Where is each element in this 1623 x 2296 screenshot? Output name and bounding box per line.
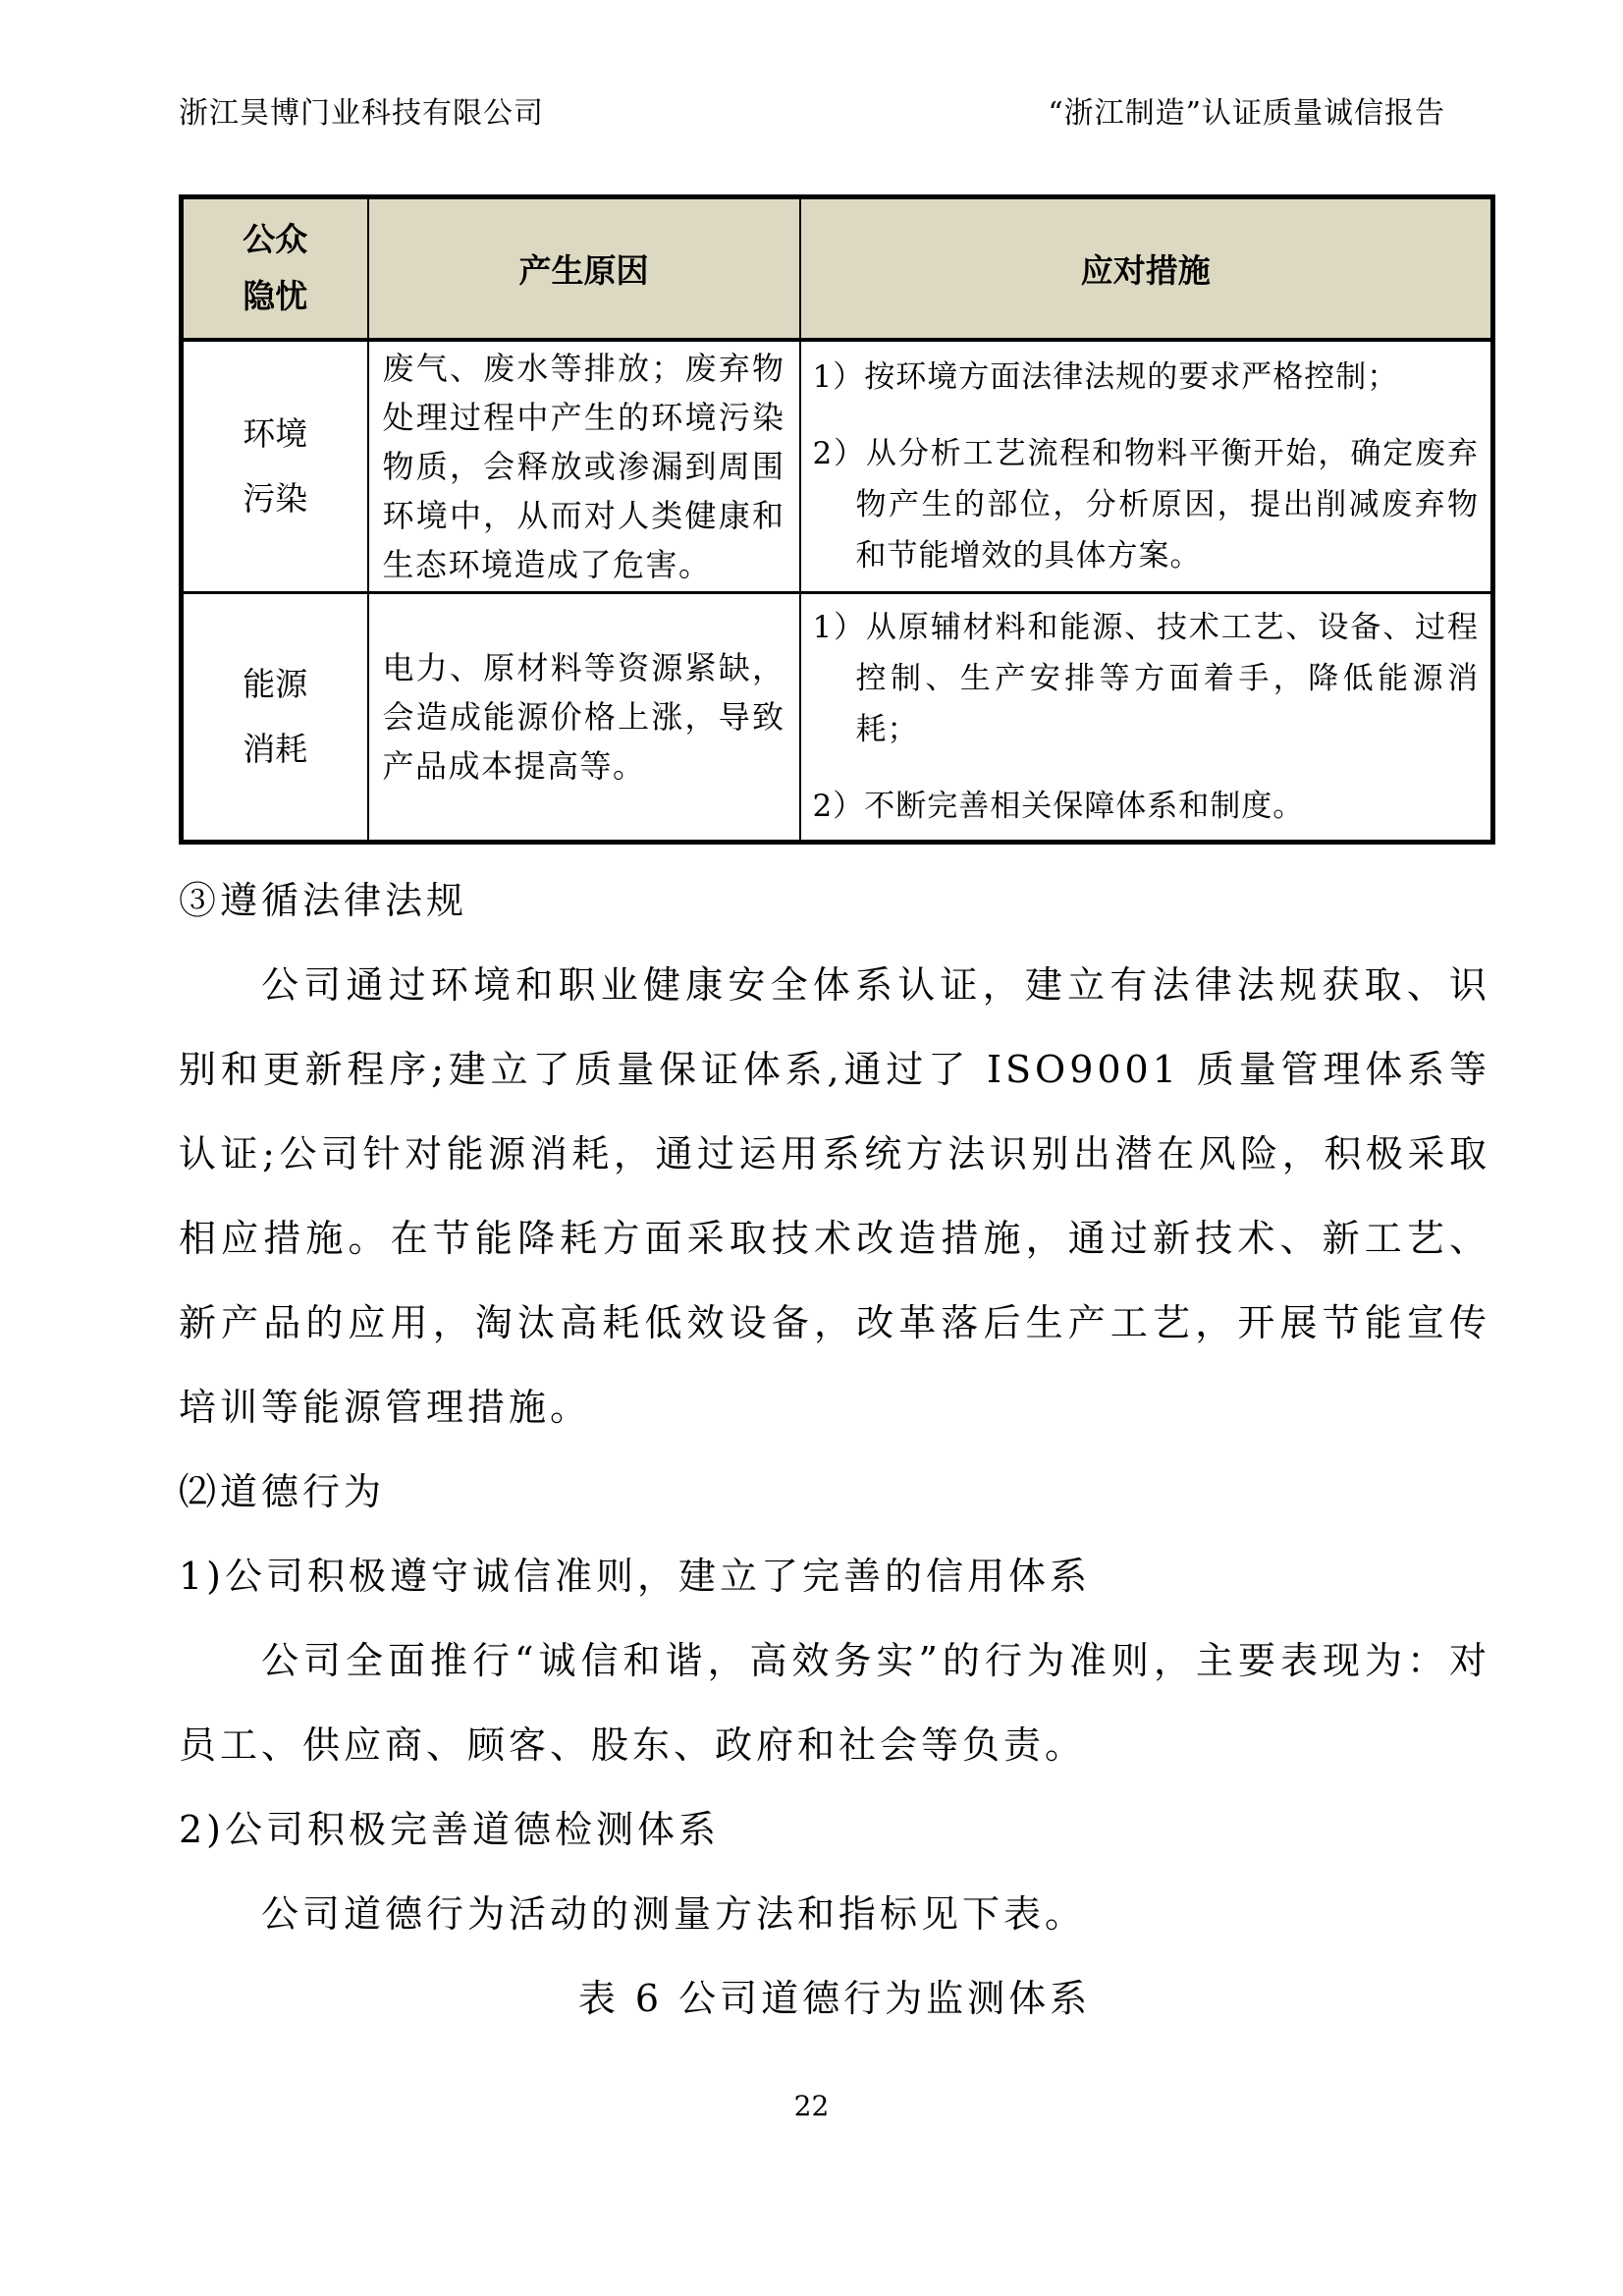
table-row <box>182 340 1493 593</box>
table-header-row <box>182 197 1493 340</box>
paragraph-credit-system: 公司全面推行“诚信和谐，高效务实”的行为准则，主要表现为：对员工、供应商、顾客、股东、政府和社会等负责。 <box>179 1638 1490 1767</box>
paragraph-moral-measure: 公司道德行为活动的测量方法和指标见下表。 <box>261 1891 1087 1936</box>
table-row <box>182 592 1493 842</box>
row-category-energy <box>182 592 368 842</box>
row-cause-cell: 废气、废水等排放；废弃物处理过程中产生的环境污染物质，会释放或渗漏到周围环境中，从而对人类健康和生态环境造成了危害。 <box>368 340 800 593</box>
header-concern-line2: 隐忧 <box>243 277 308 316</box>
paragraph-law-compliance: 公司通过环境和职业健康安全体系认证，建立有法律法规获取、识别和更新程序;建立了质量保证体系,通过了 ISO9001 质量管理体系等认证;公司针对能源消耗，通过运用系统方法识别出潜在风险，积极采取相应措施。在节能降耗方面采取技术改造措施，通过新技术、新工艺、新产品的应用，淘汰高耗低效设备，改革落后生产工艺，开展节能宣传培训等能源管理措施。 <box>179 962 1490 1429</box>
header-cell-concern <box>182 197 368 340</box>
row-cause-cell: 电力、原材料等资源紧缺，会造成能源价格上涨，导致产品成本提高等。 <box>368 592 800 842</box>
running-header <box>179 94 1490 134</box>
category-line: 消耗 <box>243 729 308 768</box>
category-line: 污染 <box>243 478 308 518</box>
measure-item: 1）从原辅材料和能源、技术工艺、设备、过程控制、生产安排等方面着手，降低能源消耗； <box>812 609 1479 747</box>
category-line: 能源 <box>243 664 308 703</box>
measure-item: 1）按环境方面法律法规的要求严格控制； <box>812 358 1399 395</box>
header-cell-measures: 应对措施 <box>800 197 1493 340</box>
item-credit-system: 1)公司积极遵守诚信准则，建立了完善的信用体系 <box>179 1554 1092 1598</box>
item-moral-monitor-system: 2)公司积极完善道德检测体系 <box>179 1807 721 1851</box>
header-concern-line1: 公众 <box>243 220 308 259</box>
header-report-title: “浙江制造”认证质量诚信报告 <box>1048 96 1445 131</box>
row-measures-cell <box>800 340 1493 593</box>
public-concern-table <box>179 194 1495 845</box>
page-number: 22 <box>793 2090 830 2122</box>
row-measures-cell <box>800 592 1493 842</box>
row-category-environment <box>182 340 368 593</box>
body-text <box>179 858 1490 2041</box>
category-line: 环境 <box>243 413 308 453</box>
heading-moral-behavior: ⑵道德行为 <box>179 1469 386 1513</box>
measure-item: 2）不断完善相关保障体系和制度。 <box>812 788 1305 824</box>
header-company-name: 浙江昊博门业科技有限公司 <box>179 96 544 131</box>
table6-caption: 表 6 公司道德行为监测体系 <box>577 1976 1092 2020</box>
heading-law-compliance: ③遵循法律法规 <box>179 878 468 922</box>
measure-item: 2）从分析工艺流程和物料平衡开始，确定废弃物产生的部位，分析原因，提出削减废弃物和节能增效的具体方案。 <box>812 435 1479 574</box>
header-cell-cause: 产生原因 <box>368 197 800 340</box>
